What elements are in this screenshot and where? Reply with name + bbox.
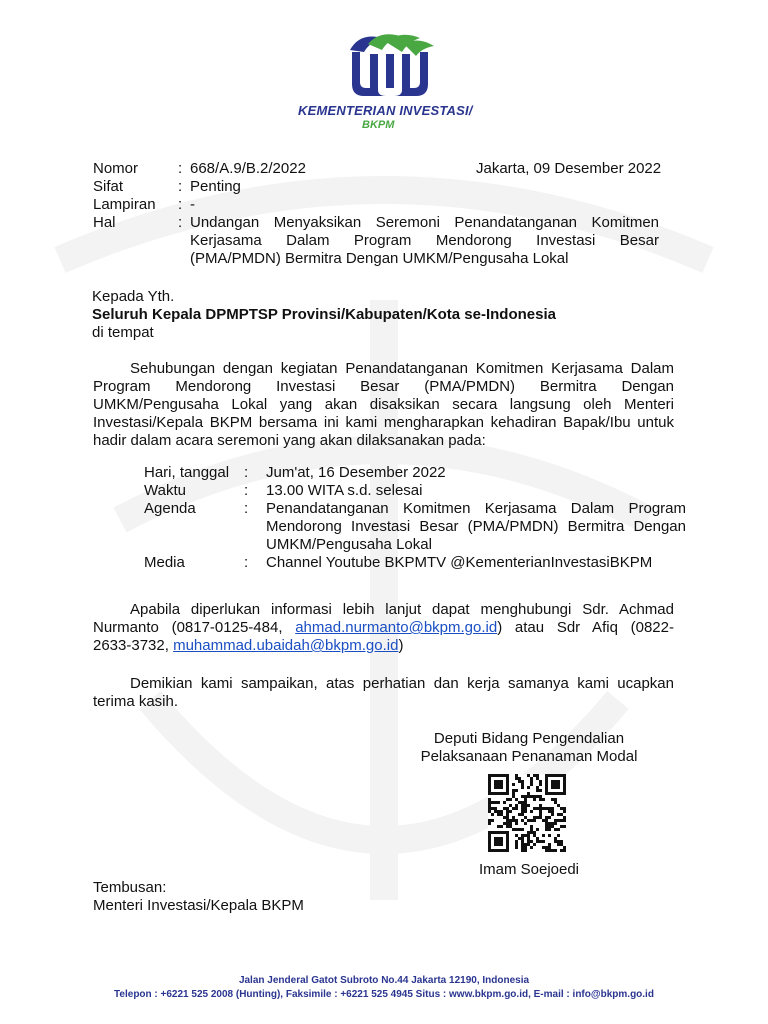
hal-line: (PMA/PMDN) Bermitra Dengan UMKM/Pengusaha Lokal bbox=[190, 250, 569, 267]
addressee-name: Seluruh Kepala DPMPTSP Provinsi/Kabupaten/Kota se-Indonesia bbox=[92, 306, 556, 323]
org-name-line2: BKPM bbox=[362, 119, 395, 131]
time-label: Waktu bbox=[144, 482, 186, 499]
agenda-line: Mendorong Investasi Besar (PMA/PMDN) Bermitra Dengan bbox=[266, 518, 686, 535]
contact-text: ) atau Sdr Afiq (0822- bbox=[497, 619, 674, 636]
email-link-ahmad[interactable]: ahmad.nurmanto@bkpm.go.id bbox=[295, 619, 498, 636]
hal-line: Kerjasama Dalam Program Mendorong Investasi Besar bbox=[190, 232, 659, 249]
agenda-value bbox=[266, 500, 686, 554]
hal-label: Hal bbox=[93, 214, 116, 231]
event-schedule bbox=[144, 464, 689, 572]
place-date: Jakarta, 09 Desember 2022 bbox=[476, 160, 662, 177]
colon: : bbox=[244, 500, 249, 517]
time-value: 13.00 WITA s.d. selesai bbox=[266, 482, 423, 499]
para-line: Sehubungan dengan kegiatan Penandatanganan Komitmen Kerjasama Dalam bbox=[130, 360, 674, 377]
para-line: hadir dalam acara seremoni yang akan dilaksanakan pada: bbox=[93, 432, 486, 449]
colon: : bbox=[178, 196, 183, 213]
colon: : bbox=[244, 554, 249, 571]
para-line: Demikian kami sampaikan, atas perhatian dan kerja samanya kami ucapkan bbox=[130, 675, 674, 692]
lampiran-value: - bbox=[190, 196, 195, 213]
paragraph-invitation bbox=[93, 360, 674, 450]
para-line: Investasi/Kepala BKPM bersama ini kami mengharapkan kehadiran Bapak/Ibu untuk bbox=[93, 414, 674, 431]
day-label: Hari, tanggal bbox=[144, 464, 230, 481]
para-line: terima kasih. bbox=[93, 693, 179, 710]
agenda-label: Agenda bbox=[144, 500, 196, 517]
agenda-line: UMKM/Pengusaha Lokal bbox=[266, 536, 432, 553]
colon: : bbox=[178, 214, 183, 231]
signature-block bbox=[400, 730, 658, 766]
contact-text: 2633-3732, bbox=[93, 637, 174, 654]
para-line: Program Mendorong Investasi Besar (PMA/PMDN) Bermitra Dengan bbox=[93, 378, 674, 395]
sifat-label: Sifat bbox=[93, 178, 124, 195]
para-line: UMKM/Pengusaha Lokal yang akan disaksikan secara langsung oleh Menteri bbox=[93, 396, 674, 413]
media-value: Channel Youtube BKPMTV @KementerianInvestasiBKPM bbox=[266, 554, 653, 571]
org-name-line1: KEMENTERIAN INVESTASI/ bbox=[298, 103, 473, 118]
addressee-place: di tempat bbox=[92, 324, 154, 341]
contact-text: Nurmanto (0817-0125-484, bbox=[93, 619, 296, 636]
day-value: Jum'at, 16 Desember 2022 bbox=[266, 464, 446, 481]
colon: : bbox=[178, 178, 183, 195]
signatory-title: Deputi Bidang Pengendalian bbox=[433, 730, 625, 747]
qr-code-icon bbox=[488, 774, 568, 852]
colon: : bbox=[244, 482, 249, 499]
kementerian-logo-icon bbox=[330, 30, 450, 100]
paragraph-closing bbox=[93, 675, 674, 711]
colon: : bbox=[178, 160, 183, 177]
footer-contact: Telepon : +6221 525 2008 (Hunting), Faksimile : +6221 525 4945 Situs : www.bkpm.go.id, E-mail : info@bkpm.go.id bbox=[114, 989, 654, 1000]
para-line bbox=[93, 637, 674, 655]
addressee bbox=[92, 288, 556, 342]
nomor-value: 668/A.9/B.2/2022 bbox=[190, 160, 306, 177]
hal-line: Undangan Menyaksikan Seremoni Penandatanganan Komitmen bbox=[190, 214, 659, 231]
greeting: Kepada Yth. bbox=[92, 288, 175, 305]
para-line bbox=[93, 619, 674, 637]
signatory-name: Imam Soejoedi bbox=[478, 861, 580, 878]
nomor-label: Nomor bbox=[93, 160, 139, 177]
carbon-copy bbox=[93, 879, 304, 915]
agenda-line: Penandatanganan Komitmen Kerjasama Dalam Program bbox=[266, 500, 686, 517]
email-link-muhammad[interactable]: muhammad.ubaidah@bkpm.go.id bbox=[173, 637, 399, 654]
cc-recipient: Menteri Investasi/Kepala BKPM bbox=[93, 897, 304, 914]
contact-text: ) bbox=[398, 637, 404, 654]
cc-label: Tembusan: bbox=[93, 879, 167, 896]
footer-address: Jalan Jenderal Gatot Subroto No.44 Jakarta 12190, Indonesia bbox=[238, 975, 530, 986]
signatory-title: Pelaksanaan Penanaman Modal bbox=[420, 748, 638, 765]
para-line: Apabila diperlukan informasi lebih lanjut dapat menghubungi Sdr. Achmad bbox=[130, 601, 674, 618]
media-label: Media bbox=[144, 554, 185, 571]
paragraph-contact bbox=[93, 601, 674, 655]
colon: : bbox=[244, 464, 249, 481]
sifat-value: Penting bbox=[190, 178, 241, 195]
lampiran-label: Lampiran bbox=[93, 196, 156, 213]
hal-value bbox=[190, 214, 659, 268]
